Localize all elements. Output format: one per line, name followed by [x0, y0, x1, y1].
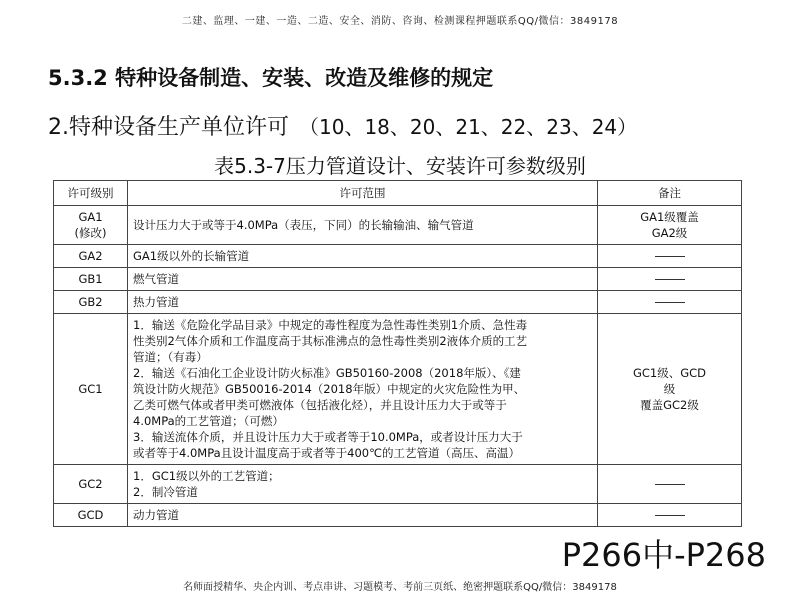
header-level: 许可级别 — [54, 181, 128, 206]
cell-scope-line: 燃气管道 — [133, 272, 179, 286]
cell-scope — [128, 291, 598, 314]
cell-scope-line: 3．输送流体介质，并且设计压力大于或者等于10.0MPa，或者设计压力大于 — [133, 430, 523, 444]
empty-dash — [655, 515, 685, 516]
cell-scope — [128, 268, 598, 291]
cell-scope — [128, 314, 598, 465]
cell-level — [54, 291, 128, 314]
cell-level-line: GC1 — [78, 382, 103, 396]
cell-level — [54, 465, 128, 504]
cell-level-line: GB1 — [78, 272, 103, 286]
table-row — [54, 291, 742, 314]
header-scope: 许可范围 — [128, 181, 598, 206]
cell-scope-line: 或者等于4.0MPa且设计温度高于或者等于400℃的工艺管道（高压、高温） — [133, 446, 521, 460]
cell-level-line: GA2 — [78, 249, 103, 263]
cell-scope-line: 2．制冷管道 — [133, 485, 198, 499]
cell-scope-line: 乙类可燃气体或者甲类可燃液体（包括液化烃），并且设计压力大于或等于 — [133, 398, 507, 412]
cell-scope-line: 1．输送《危险化学品目录》中规定的毒性程度为急性毒性类别1介质、急性毒 — [133, 318, 528, 332]
cell-remark — [598, 291, 742, 314]
cell-level — [54, 504, 128, 527]
cell-scope — [128, 206, 598, 245]
table-row — [54, 314, 742, 465]
cell-remark — [598, 504, 742, 527]
cell-level-line: GC2 — [78, 477, 103, 491]
table-header-row — [54, 181, 742, 206]
cell-level — [54, 314, 128, 465]
cell-remark-line: GC1级、GCD — [632, 366, 707, 380]
cell-level-line: (修改) — [74, 226, 107, 240]
cell-scope-line: 1．GC1级以外的工艺管道； — [133, 469, 280, 483]
empty-dash — [655, 279, 685, 280]
cell-level — [54, 245, 128, 268]
top-banner: 二建、监理、一建、一造、二造、安全、消防、咨询、检测课程押题联系QQ/微信：3849178 — [181, 16, 619, 27]
cell-level — [54, 268, 128, 291]
empty-dash — [655, 484, 685, 485]
cell-scope-line: 设计压力大于或等于4.0MPa（表压，下同）的长输输油、输气管道 — [133, 218, 474, 232]
cell-remark — [598, 268, 742, 291]
cell-scope — [128, 465, 598, 504]
subheading-pages: （10、18、20、21、22、23、24） — [299, 115, 638, 139]
cell-scope-line: 管道；（有毒） — [133, 350, 208, 364]
header-remark: 备注 — [598, 181, 742, 206]
permit-table — [53, 180, 742, 527]
cell-scope-line: 动力管道 — [133, 508, 179, 522]
bottom-banner: 名师面授精华、央企内训、考点串讲、习题模考、考前三页纸、绝密押题联系QQ/微信：3849178 — [183, 582, 617, 593]
empty-dash — [655, 256, 685, 257]
page-range: P266中-P268 — [561, 536, 766, 574]
cell-level-line: GCD — [77, 508, 104, 522]
table-row — [54, 465, 742, 504]
subheading-text: 2.特种设备生产单位许可 — [48, 115, 289, 140]
cell-scope-line: 4.0MPa的工艺管道；（可燃） — [133, 414, 284, 428]
cell-remark-line: GA1级覆盖 — [640, 210, 699, 224]
cell-scope-line: 筑设计防火规范》GB50016-2014（2018年版）中规定的火灾危险性为甲、 — [133, 382, 526, 396]
cell-scope-line: 2．输送《石油化工企业设计防火标准》GB50160-2008（2018年版）、《建 — [133, 366, 521, 380]
cell-remark-line: GA2级 — [651, 226, 688, 240]
cell-scope-line: GA1级以外的长输管道 — [133, 249, 250, 263]
cell-scope — [128, 245, 598, 268]
cell-scope-line: 性类别2气体介质和工作温度高于其标准沸点的急性毒性类别2液体介质的工艺 — [133, 334, 528, 348]
subheading — [48, 110, 637, 141]
cell-remark-line: 覆盖GC2级 — [640, 398, 699, 412]
table-row — [54, 268, 742, 291]
cell-level-line: GA1 — [78, 210, 103, 224]
cell-remark-line: 级 — [663, 382, 676, 396]
table-row — [54, 206, 742, 245]
empty-dash — [655, 302, 685, 303]
cell-remark — [598, 245, 742, 268]
cell-level — [54, 206, 128, 245]
cell-level-line: GB2 — [78, 295, 103, 309]
table-body — [54, 206, 742, 527]
table-title: 表5.3-7压力管道设计、安装许可参数级别 — [214, 154, 586, 178]
cell-scope-line: 热力管道 — [133, 295, 179, 309]
cell-remark — [598, 314, 742, 465]
table-row — [54, 504, 742, 527]
table-row — [54, 245, 742, 268]
section-heading: 5.3.2 特种设备制造、安装、改造及维修的规定 — [48, 66, 494, 90]
cell-remark — [598, 206, 742, 245]
cell-remark — [598, 465, 742, 504]
cell-scope — [128, 504, 598, 527]
